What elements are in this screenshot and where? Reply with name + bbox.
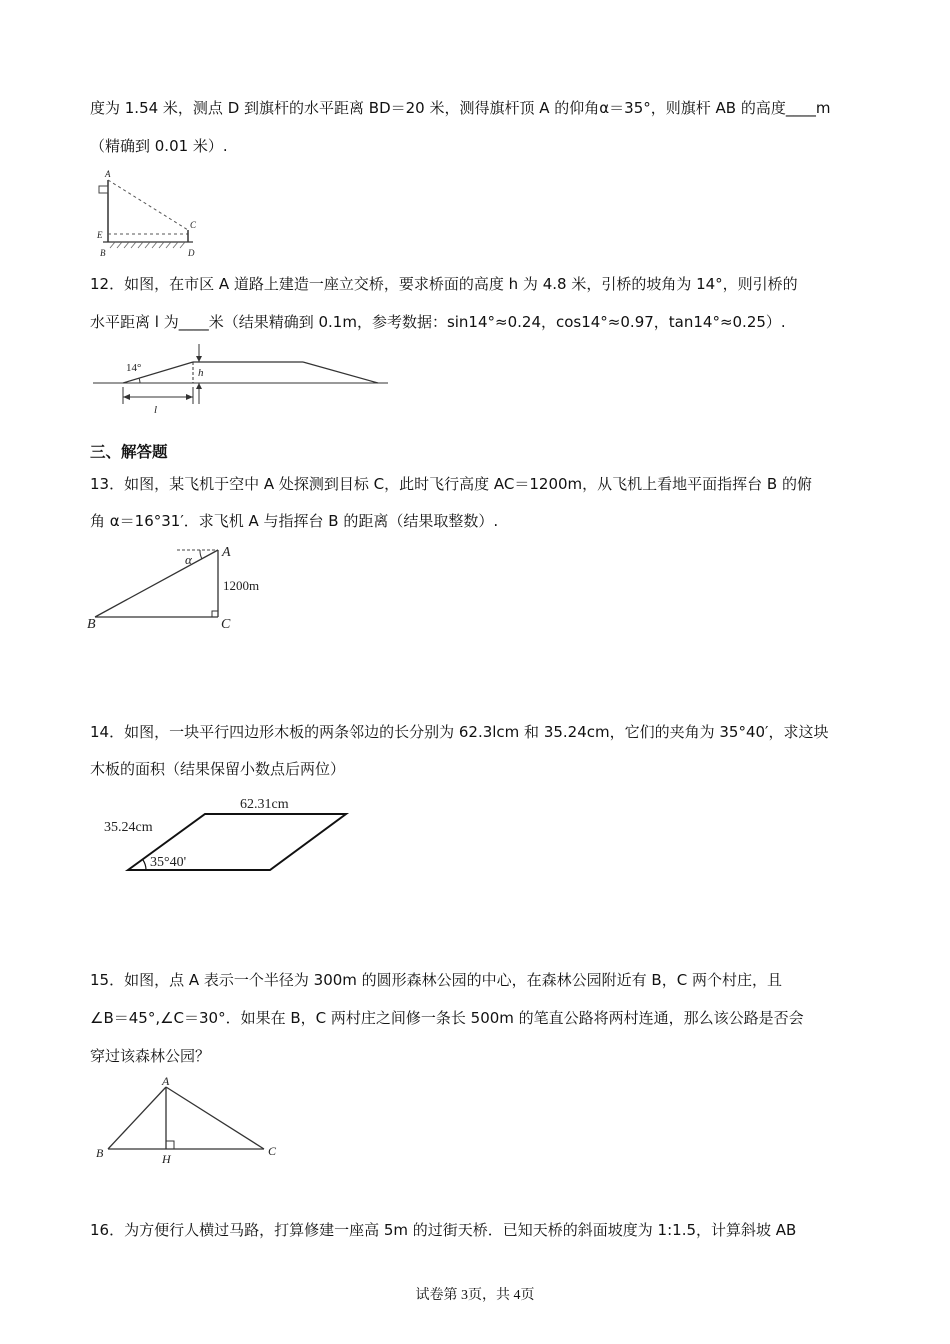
q13-text-line-1: 13．如图，某飞机于空中 A 处探测到目标 C，此时飞行高度 AC＝1200m，从飞机上看地平面指挥台 B 的俯: [90, 475, 812, 493]
label-B: B: [87, 617, 96, 632]
q11-flagpole-figure: [88, 168, 208, 260]
q14-parallelogram-figure: [100, 790, 360, 880]
ground-hatch: [110, 242, 185, 248]
q12-bridge-figure: [88, 340, 398, 418]
label-B: B: [96, 1146, 104, 1160]
h-arrow-top-head: [196, 356, 202, 362]
flag-icon: [99, 186, 108, 193]
page-footer: 试卷第 3页，共 4页: [415, 1288, 535, 1303]
h-arrow-bottom-head: [196, 383, 202, 389]
right-angle-mark: [166, 1141, 174, 1149]
q15-text-line-1: 15．如图，点 A 表示一个半径为 300m 的圆形森林公园的中心，在森林公园附近有 B，C 两个村庄，且: [90, 971, 782, 989]
line-AB: [108, 1087, 166, 1149]
label-angle: 14°: [126, 362, 142, 374]
label-C: C: [190, 220, 197, 230]
q13-airplane-figure: [85, 540, 285, 635]
label-E: E: [97, 230, 103, 240]
angle-arc: [143, 860, 146, 870]
label-B: B: [100, 248, 106, 258]
label-A: A: [222, 545, 231, 560]
q16-text-line-1: 16．为方便行人横过马路，打算修建一座高 5m 的过街天桥．已知天桥的斜面坡度为 1:1.5，计算斜坡 AB: [90, 1221, 797, 1239]
label-height: 1200m: [223, 578, 260, 593]
q15-text-line-3: 穿过该森林公园？: [90, 1047, 211, 1065]
l-arrow-right: [186, 394, 193, 400]
label-alpha: α: [185, 552, 192, 567]
angle-arc: [139, 378, 140, 383]
q15-triangle-figure: [92, 1075, 292, 1167]
label-A: A: [105, 169, 111, 179]
label-C: C: [221, 617, 231, 632]
ramp-right: [303, 362, 378, 383]
label-C: C: [268, 1144, 277, 1158]
q15-text-line-2: ∠B＝45°,∠C＝30°．如果在 B，C 两村庄之间修一条长 500m 的笔直公路将两村连通，那么该公路是否会: [90, 1009, 804, 1027]
alpha-arc: [200, 550, 202, 559]
right-angle-mark: [212, 611, 218, 617]
label-h: h: [198, 367, 204, 379]
q14-text-line-2: 木板的面积（结果保留小数点后两位）: [90, 760, 346, 778]
label-l: l: [154, 404, 158, 416]
label-A: A: [162, 1075, 170, 1088]
q11-text-line-1: 度为 1.54 米，测点 D 到旗杆的水平距离 BD＝20 米，测得旗杆顶 A 的仰角α＝35°，则旗杆 AB 的高度____m: [90, 99, 831, 117]
q13-text-line-2: 角 α＝16°31′．求飞机 A 与指挥台 B 的距离（结果取整数）.: [90, 512, 499, 530]
label-H: H: [162, 1152, 171, 1166]
section-title: 三、解答题: [90, 443, 168, 461]
sight-line: [108, 180, 188, 230]
q11-text-line-2: （精确到 0.01 米）.: [90, 137, 228, 155]
q14-text-line-1: 14．如图，一块平行四边形木板的两条邻边的长分别为 62.3lcm 和 35.24cm，它们的夹角为 35°40′，求这块: [90, 723, 829, 741]
q12-text-line-2: 水平距离 l 为____米（结果精确到 0.1m，参考数据：sin14°≈0.24，cos14°≈0.97，tan14°≈0.25）.: [90, 313, 786, 331]
l-arrow-left: [123, 394, 130, 400]
label-D: D: [188, 248, 195, 258]
line-AC: [166, 1087, 264, 1149]
q12-text-line-1: 12．如图，在市区 A 道路上建造一座立交桥，要求桥面的高度 h 为 4.8 米，引桥的坡角为 14°，则引桥的: [90, 275, 798, 293]
label-top: 62.31cm: [240, 797, 289, 812]
line-AB: [95, 550, 218, 617]
label-angle: 35°40': [150, 855, 187, 870]
label-side: 35.24cm: [104, 820, 153, 835]
